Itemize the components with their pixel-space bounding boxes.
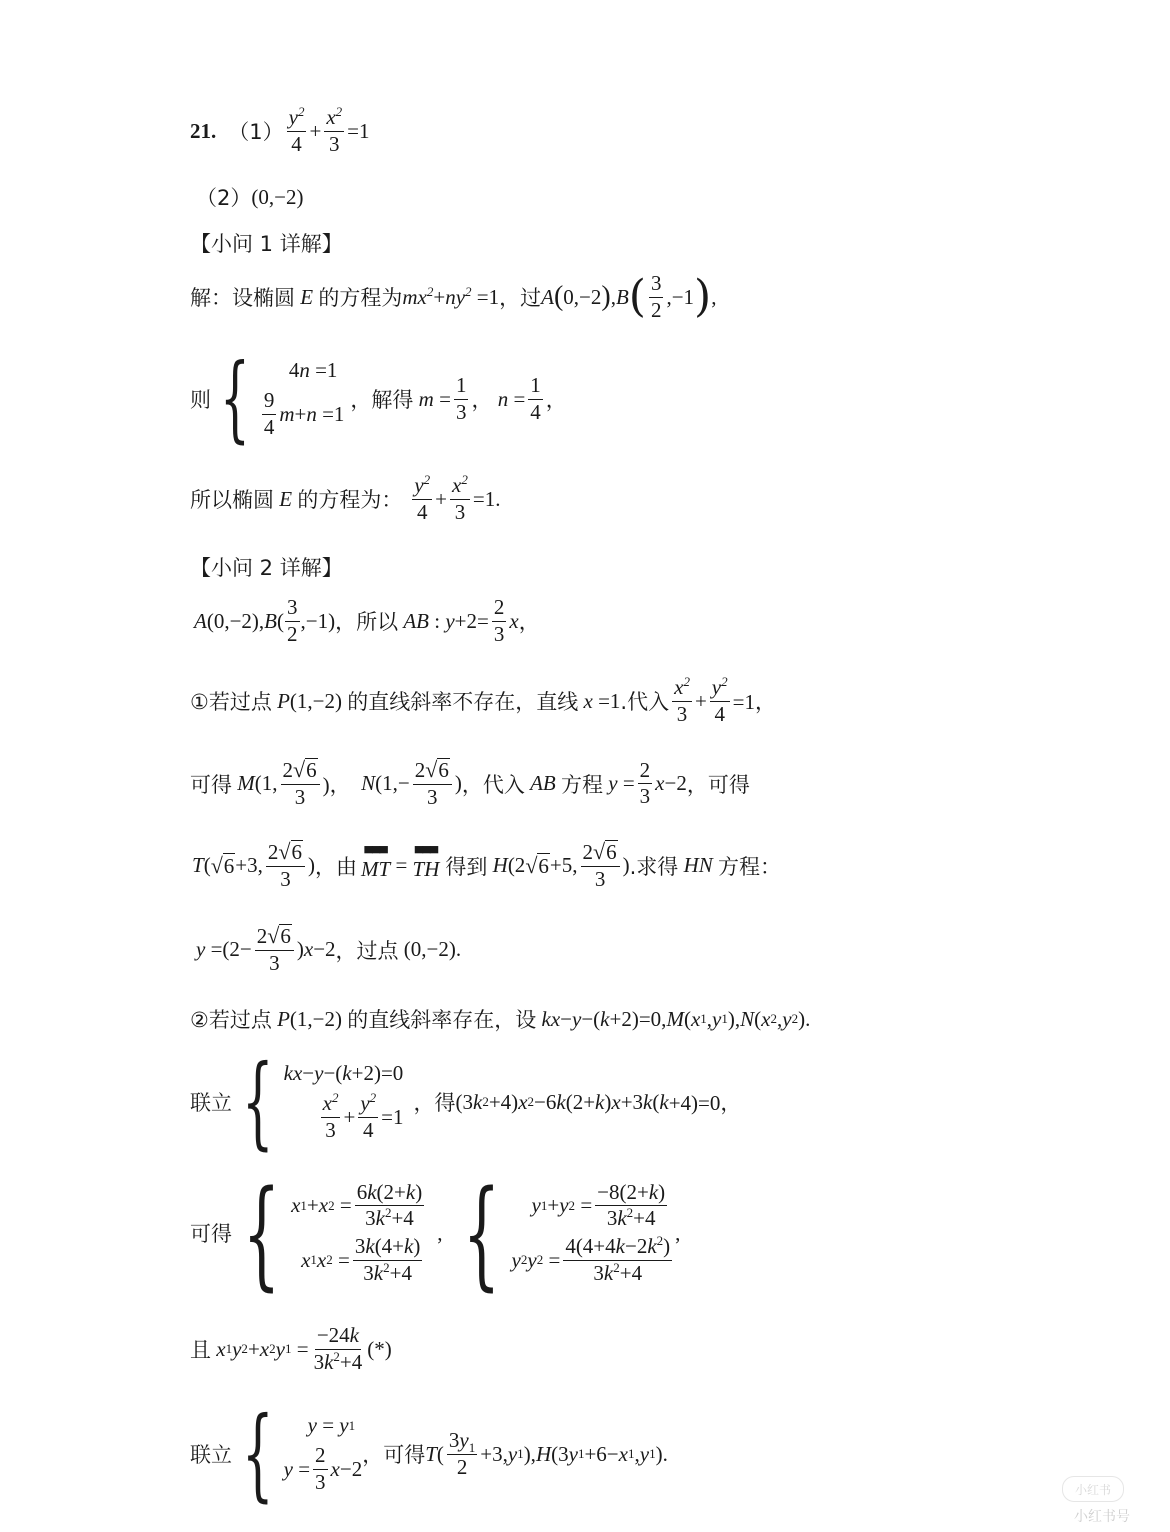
step-points-mn: 可得 M (1, 2 √ 6 3 )， N (1,− 2 √ 6 3 ) ，代入 AB 方程 y = $\frac{2}{3}$ x −2 ，可得	[190, 757, 750, 809]
step-ellipse-setup: 解：设椭圆 E 的方程为 $mx^2$ + $ny^2$ =1 ，过 A ( 0,−2 ) , B ( $\frac{3}{2}$ ,−1 ) ,	[190, 271, 717, 323]
watermark-text: 小红书号	[1074, 1509, 1130, 1525]
answer-2	[196, 182, 303, 212]
step-system-3: 联立 { y = y 1 y = $\frac{2}{3}$ x −2 ，可得 T ( $\frac{3y_1}{2}$ +3, y 1 ), H (3 y 1 +6− x 1 , y 1 ).	[190, 1395, 668, 1512]
step-cross-sum: 且 x 1 y 2 + x 2 y 1 = $\frac{-24k}{3k^2+4}$ (*)	[190, 1323, 392, 1374]
step-points-th: T ( √ 6 +3, 2 √ 6 3 ) ，由 ▀▀▀ MT = ▀▀▀ TH 得到 H (2 √ 6 +5, 2 √ 6 3 ) .求得 HN 方程：	[192, 839, 781, 891]
step-system-2: 联立 { kx − y −( k +2)=0 $\frac{x^2}{3}$ + $\frac{y^2}{4}$ =1 ，得 (3 k 2 +4) x 2 −6 k (2+ k ) x +3 k ( k +4)=0，	[190, 1043, 742, 1160]
step-line-ab: A (0,−2), B ( $\frac{3}{2}$ ,−1) ，所以 AB : y +2= $\frac{2}{3}$ x ，	[194, 595, 540, 646]
problem-number: 21.	[190, 118, 217, 143]
step-system-1: 则 { 4 n =1 $\frac{9}{4}$ m + n =1 ，解得 m = $\frac{1}{3}$ ， n = $\frac{1}{4}$ ，	[190, 344, 567, 453]
section-2-header: 【小问 2 详解】	[190, 556, 343, 580]
answer-2-label: （2）	[196, 186, 252, 210]
step-line-hn: y =(2− 2 √ 6 3 ) x −2 ，过点 (0,−2).	[196, 923, 462, 975]
answer-1: 21. （1） $\frac{y^2}{4}$ + $\frac{x^2}{3}$ =1	[190, 104, 370, 156]
step-case-1: ①若过点 P (1,−2) 的直线斜率不存在，直线 x =1 .代入 $\frac{x^2}{3}$ + $\frac{y^2}{4}$ =1，	[190, 674, 776, 726]
watermark-logo: 小红书	[1062, 1476, 1124, 1502]
step-ellipse-result: 所以椭圆 E 的方程为： $\frac{y^2}{4}$ + $\frac{x^2}{3}$ =1.	[190, 472, 501, 524]
step-case-2: ②若过点 P (1,−2) 的直线斜率存在，设 kx − y −( k +2)=0, M ( x 1 , y 1 ), N ( x 2 , y 2 ).	[190, 1006, 811, 1032]
answer-2-value: (0,−2)	[251, 184, 304, 209]
step-vieta: 可得 { x 1 + x 2 = $\frac{6k(2+k)}{3k^2+4}$ x 1 x 2 = $\frac{3k(4+k)}{3k^2+4}$ , { y 1 + y 2 = $\frac{-8(2+k)}{3k^2+4}$ y 2 y 2 = $\frac{4(4+4k-2k^2)}{3k^2+4}$ ,	[190, 1164, 681, 1302]
answer-1-label: （1）	[228, 120, 284, 145]
section-1-header: 【小问 1 详解】	[190, 232, 343, 256]
